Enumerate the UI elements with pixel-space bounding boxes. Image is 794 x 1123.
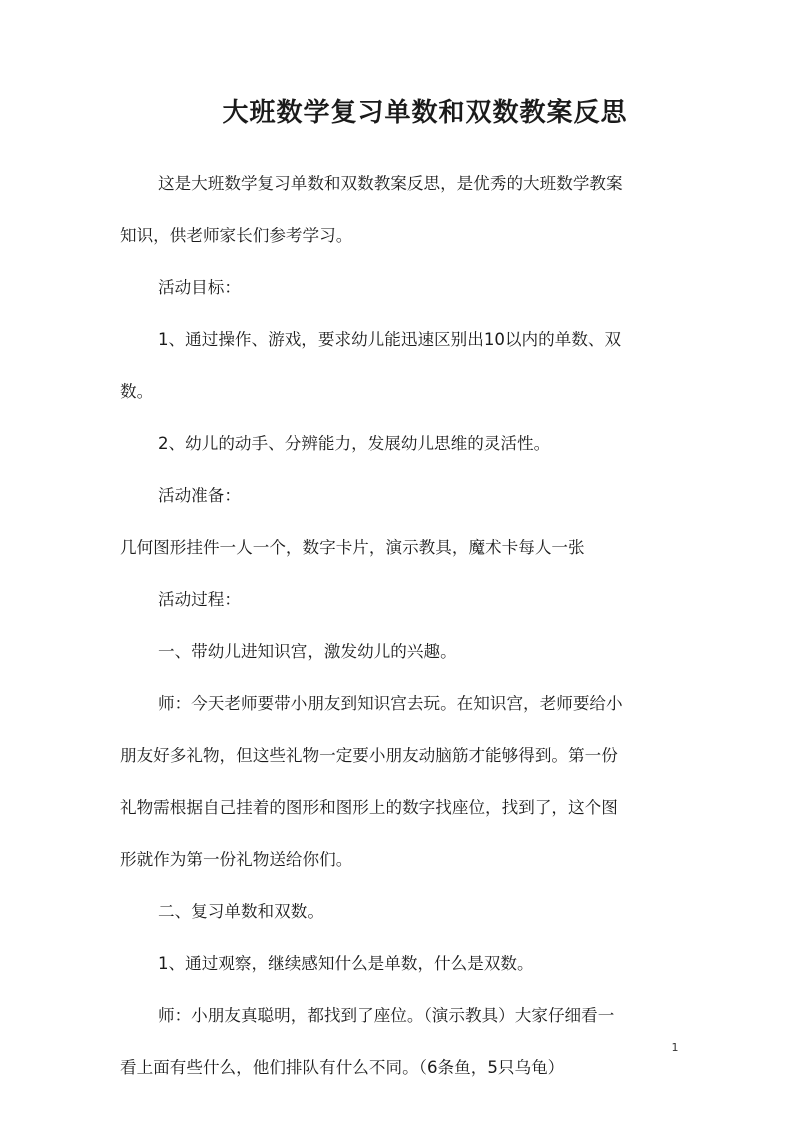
paragraph-line: 朋友好多礼物，但这些礼物一定要小朋友动脑筋才能够得到。第一份 — [120, 746, 618, 765]
paragraph-line: 形就作为第一份礼物送给你们。 — [120, 850, 353, 869]
section-heading: 活动过程： — [158, 590, 241, 609]
page-number: 1 — [671, 1041, 679, 1054]
paragraph-line: 这是大班数学复习单数和双数教案反思，是优秀的大班数学教案 — [158, 174, 623, 193]
section-heading: 活动准备： — [158, 486, 241, 505]
paragraph-line: 师：小朋友真聪明，都找到了座位。（演示教具）大家仔细看一 — [158, 1006, 615, 1025]
paragraph-line: 1、通过操作、游戏，要求幼儿能迅速区别出10以内的单数、双 — [158, 330, 622, 349]
document-title: 大班数学复习单数和双数教案反思 — [222, 98, 628, 128]
paragraph-line: 师：今天老师要带小朋友到知识宫去玩。在知识宫，老师要给小 — [158, 694, 623, 713]
paragraph-line: 一、带幼儿进知识宫，激发幼儿的兴趣。 — [158, 642, 457, 661]
paragraph-line: 1、通过观察，继续感知什么是单数，什么是双数。 — [158, 954, 534, 973]
paragraph-line: 看上面有些什么，他们排队有什么不同。（6条鱼，5只乌龟） — [120, 1058, 565, 1077]
paragraph-line: 知识，供老师家长们参考学习。 — [120, 226, 353, 245]
paragraph-line: 礼物需根据自己挂着的图形和图形上的数字找座位，找到了，这个图 — [120, 798, 618, 817]
paragraph-line: 数。 — [120, 382, 154, 401]
paragraph-line: 几何图形挂件一人一个，数字卡片，演示教具，魔术卡每人一张 — [120, 538, 585, 557]
paragraph-line: 二、复习单数和双数。 — [158, 902, 324, 921]
section-heading: 活动目标： — [158, 278, 241, 297]
paragraph-line: 2、幼儿的动手、分辨能力，发展幼儿思维的灵活性。 — [158, 434, 551, 453]
